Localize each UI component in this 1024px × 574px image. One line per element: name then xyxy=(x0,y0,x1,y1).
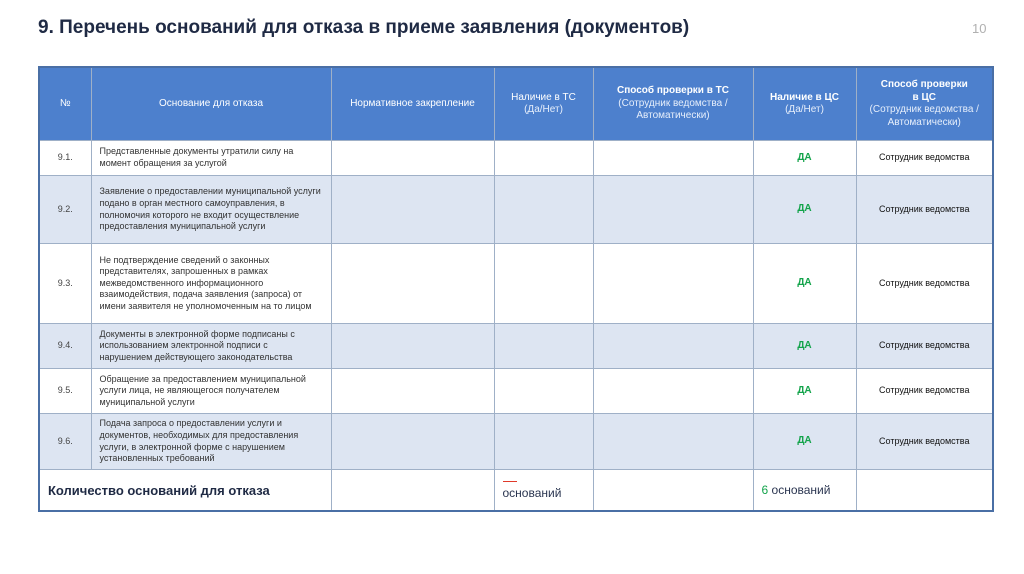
row-reason: Документы в электронной форме подписаны с использованием электронной подписи с нарушением действующего законодательства xyxy=(91,324,331,369)
total-ts-method xyxy=(593,470,753,512)
table-row xyxy=(39,141,993,176)
row-ts-presence xyxy=(494,414,593,470)
page-title: 9. Перечень оснований для отказа в приеме заявления (документов) xyxy=(38,17,690,38)
table-row xyxy=(39,369,993,414)
row-cs-method: Сотрудник ведомства xyxy=(856,244,993,324)
row-cs-method: Сотрудник ведомства xyxy=(856,176,993,244)
row-ts-method xyxy=(593,369,753,414)
table-header-row xyxy=(39,67,993,141)
col-header-ts-method: Способ проверки в ТС (Сотрудник ведомства / Автоматически) xyxy=(593,67,753,141)
row-ts-presence xyxy=(494,141,593,176)
row-ts-method xyxy=(593,176,753,244)
row-reason: Подача запроса о предоставлении услуги и документов, необходимых для предоставления услуги, в электронной форме с нарушением установленных требований xyxy=(91,414,331,470)
row-norm xyxy=(331,244,494,324)
row-cs-presence: ДА xyxy=(753,176,856,244)
col-header-num: № xyxy=(39,67,91,141)
row-number: 9.2. xyxy=(39,176,91,244)
table-row xyxy=(39,244,993,324)
row-ts-presence xyxy=(494,176,593,244)
row-ts-method xyxy=(593,324,753,369)
row-reason: Обращение за предоставлением муниципальной услуги лица, не являющегося получателем муниципальной услуги xyxy=(91,369,331,414)
row-cs-method: Сотрудник ведомства xyxy=(856,414,993,470)
row-ts-presence xyxy=(494,369,593,414)
col-header-cs-presence: Наличие в ЦС (Да/Нет) xyxy=(753,67,856,141)
row-cs-presence: ДА xyxy=(753,324,856,369)
total-cs-count: 6 оснований xyxy=(753,470,856,512)
table-row xyxy=(39,176,993,244)
col-header-norm: Нормативное закрепление xyxy=(331,67,494,141)
row-ts-method xyxy=(593,414,753,470)
refusal-grounds-table xyxy=(38,66,994,512)
row-reason: Представленные документы утратили силу на момент обращения за услугой xyxy=(91,141,331,176)
row-cs-presence: ДА xyxy=(753,141,856,176)
total-norm xyxy=(331,470,494,512)
row-norm xyxy=(331,141,494,176)
row-ts-presence xyxy=(494,244,593,324)
row-norm xyxy=(331,324,494,369)
col-header-ts-presence: Наличие в ТС (Да/Нет) xyxy=(494,67,593,141)
row-ts-method xyxy=(593,141,753,176)
row-norm xyxy=(331,369,494,414)
row-reason: Заявление о предоставлении муниципальной услуги подано в орган местного самоуправления, в полномочия которого не входит осуществление предоставления муниципальной услуги xyxy=(91,176,331,244)
col-header-reason: Основание для отказа xyxy=(91,67,331,141)
row-cs-method: Сотрудник ведомства xyxy=(856,369,993,414)
row-cs-presence: ДА xyxy=(753,369,856,414)
table-row xyxy=(39,414,993,470)
row-number: 9.3. xyxy=(39,244,91,324)
row-cs-method: Сотрудник ведомства xyxy=(856,324,993,369)
row-ts-presence xyxy=(494,324,593,369)
row-cs-method: Сотрудник ведомства xyxy=(856,141,993,176)
row-number: 9.1. xyxy=(39,141,91,176)
row-ts-method xyxy=(593,244,753,324)
row-norm xyxy=(331,176,494,244)
total-cs-method xyxy=(856,470,993,512)
row-norm xyxy=(331,414,494,470)
total-label: Количество оснований для отказа xyxy=(39,470,331,512)
total-ts-count: оснований xyxy=(494,470,593,512)
row-reason: Не подтверждение сведений о законных представителях, запрошенных в рамках межведомственного информационного взаимодействия, подача заявления (запроса) от имени заявителя не уполномоченным на то лицом xyxy=(91,244,331,324)
row-number: 9.4. xyxy=(39,324,91,369)
table-row xyxy=(39,324,993,369)
row-number: 9.5. xyxy=(39,369,91,414)
row-cs-presence: ДА xyxy=(753,244,856,324)
ts-count-placeholder xyxy=(503,481,517,482)
page-number: 10 xyxy=(972,21,987,36)
row-cs-presence: ДА xyxy=(753,414,856,470)
row-number: 9.6. xyxy=(39,414,91,470)
col-header-cs-method: Способ проверки в ЦС (Сотрудник ведомства / Автоматически) xyxy=(856,67,993,141)
total-row xyxy=(39,470,993,512)
